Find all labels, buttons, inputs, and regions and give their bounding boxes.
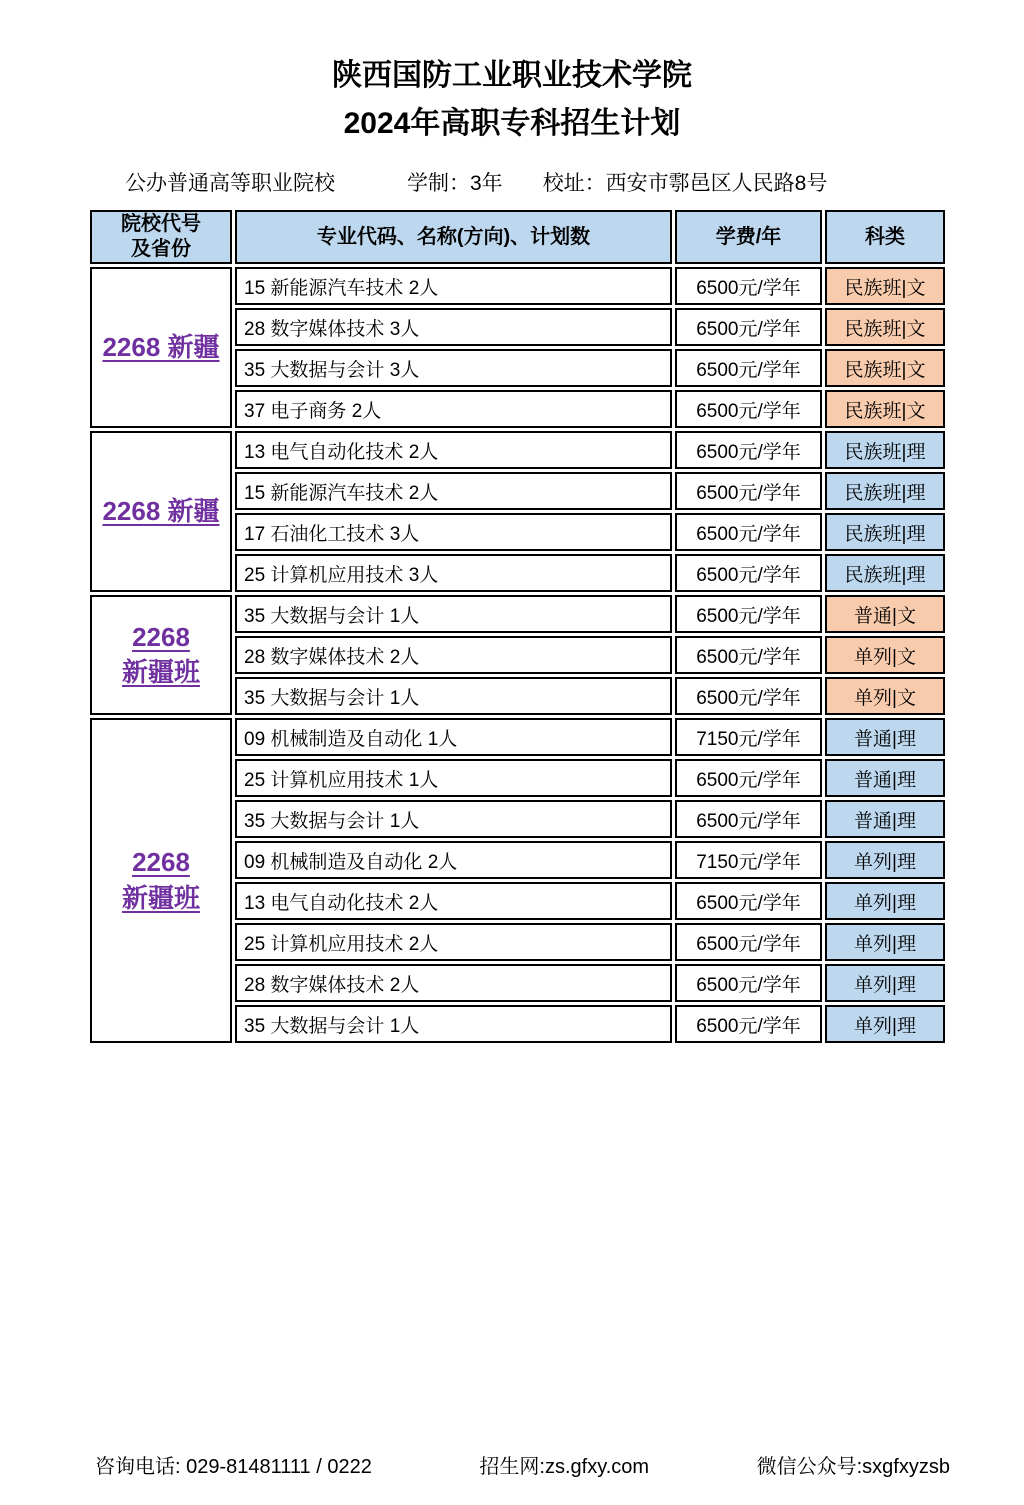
- college-code-cell: [90, 718, 232, 1043]
- category-chip: 民族班|理: [825, 472, 945, 510]
- college-code-cell: [90, 267, 232, 428]
- fee-cell: 6500元/学年: [675, 595, 822, 633]
- college-code-label: 2268 新疆: [102, 495, 220, 526]
- table-row: [90, 595, 945, 633]
- admission-plan-table: [87, 207, 948, 1046]
- consult-phone-text: 咨询电话: 029-81481111 / 0222: [95, 1456, 372, 1478]
- major-cell: 35 大数据与会计 1人: [235, 1005, 672, 1043]
- fee-cell: 6500元/学年: [675, 308, 822, 346]
- fee-cell: 6500元/学年: [675, 800, 822, 838]
- category-chip: 民族班|文: [825, 267, 945, 305]
- category-chip: 单列|理: [825, 1005, 945, 1043]
- wechat-account-text: 微信公众号:sxgfxyzsb: [756, 1456, 950, 1478]
- category-chip: 单列|理: [825, 841, 945, 879]
- fee-cell: 7150元/学年: [675, 841, 822, 879]
- major-cell: 09 机械制造及自动化 1人: [235, 718, 672, 756]
- college-code-label: 2268: [132, 621, 190, 652]
- fee-cell: 6500元/学年: [675, 964, 822, 1002]
- fee-cell: 6500元/学年: [675, 390, 822, 428]
- major-cell: 35 大数据与会计 1人: [235, 595, 672, 633]
- major-cell: 15 新能源汽车技术 2人: [235, 472, 672, 510]
- admission-website-text: 招生网:zs.gfxy.com: [479, 1456, 650, 1478]
- header-major: 专业代码、名称(方向)、计划数: [235, 210, 672, 264]
- major-cell: 25 计算机应用技术 1人: [235, 759, 672, 797]
- page-footer: [95, 1450, 950, 1479]
- category-chip: 民族班|理: [825, 513, 945, 551]
- major-cell: 28 数字媒体技术 2人: [235, 636, 672, 674]
- college-code-label: 新疆班: [121, 657, 200, 687]
- major-cell: 28 数字媒体技术 3人: [235, 308, 672, 346]
- fee-cell: 6500元/学年: [675, 636, 822, 674]
- category-chip: 民族班|理: [825, 554, 945, 592]
- header-college-code-line2: 及省份: [131, 238, 191, 260]
- table-row: [90, 431, 945, 469]
- fee-cell: 6500元/学年: [675, 267, 822, 305]
- fee-cell: 6500元/学年: [675, 1005, 822, 1043]
- major-cell: 13 电气自动化技术 2人: [235, 882, 672, 920]
- major-cell: 15 新能源汽车技术 2人: [235, 267, 672, 305]
- college-code-cell: [90, 595, 232, 715]
- fee-cell: 6500元/学年: [675, 349, 822, 387]
- major-cell: 25 计算机应用技术 2人: [235, 923, 672, 961]
- category-chip: 普通|文: [825, 595, 945, 633]
- college-code-label: 2268 新疆: [102, 331, 220, 362]
- major-cell: 37 电子商务 2人: [235, 390, 672, 428]
- table-row: [90, 267, 945, 305]
- major-cell: 13 电气自动化技术 2人: [235, 431, 672, 469]
- fee-cell: 6500元/学年: [675, 759, 822, 797]
- header-fee: 学费/年: [675, 210, 822, 264]
- college-code-label: 新疆班: [121, 882, 200, 913]
- category-chip: 民族班|文: [825, 349, 945, 387]
- category-chip: 单列|理: [825, 882, 945, 920]
- major-cell: 17 石油化工技术 3人: [235, 513, 672, 551]
- category-chip: 民族班|理: [825, 431, 945, 469]
- study-duration-text: 学制：3年: [407, 172, 503, 195]
- major-cell: 35 大数据与会计 1人: [235, 677, 672, 715]
- category-chip: 普通|理: [825, 718, 945, 756]
- fee-cell: 6500元/学年: [675, 677, 822, 715]
- school-info-row: [125, 167, 1024, 197]
- campus-address-text: 校址：西安市鄠邑区人民路8号: [542, 172, 828, 195]
- major-cell: 09 机械制造及自动化 2人: [235, 841, 672, 879]
- table-header-row: [90, 210, 945, 264]
- header-college-code-line1: 院校代号: [121, 213, 201, 235]
- category-chip: 民族班|文: [825, 308, 945, 346]
- header-college-code: [90, 210, 232, 264]
- fee-cell: 6500元/学年: [675, 554, 822, 592]
- category-chip: 单列|理: [825, 964, 945, 1002]
- page-title: 陕西国防工业职业技术学院: [332, 59, 692, 92]
- major-cell: 35 大数据与会计 1人: [235, 800, 672, 838]
- category-chip: 普通|理: [825, 759, 945, 797]
- fee-cell: 6500元/学年: [675, 923, 822, 961]
- fee-cell: 6500元/学年: [675, 431, 822, 469]
- page-subtitle: 2024年高职专科招生计划: [343, 107, 681, 140]
- category-chip: 单列|文: [825, 636, 945, 674]
- fee-cell: 6500元/学年: [675, 472, 822, 510]
- category-chip: 单列|理: [825, 923, 945, 961]
- category-chip: 单列|文: [825, 677, 945, 715]
- major-cell: 35 大数据与会计 3人: [235, 349, 672, 387]
- fee-cell: 6500元/学年: [675, 882, 822, 920]
- fee-cell: 6500元/学年: [675, 513, 822, 551]
- category-chip: 民族班|文: [825, 390, 945, 428]
- college-code-label: 2268: [132, 847, 190, 878]
- major-cell: 25 计算机应用技术 3人: [235, 554, 672, 592]
- college-code-cell: [90, 431, 232, 592]
- table-row: [90, 718, 945, 756]
- school-type-text: 公办普通高等职业院校: [125, 172, 335, 195]
- category-chip: 普通|理: [825, 800, 945, 838]
- fee-cell: 7150元/学年: [675, 718, 822, 756]
- major-cell: 28 数字媒体技术 2人: [235, 964, 672, 1002]
- header-category: 科类: [825, 210, 945, 264]
